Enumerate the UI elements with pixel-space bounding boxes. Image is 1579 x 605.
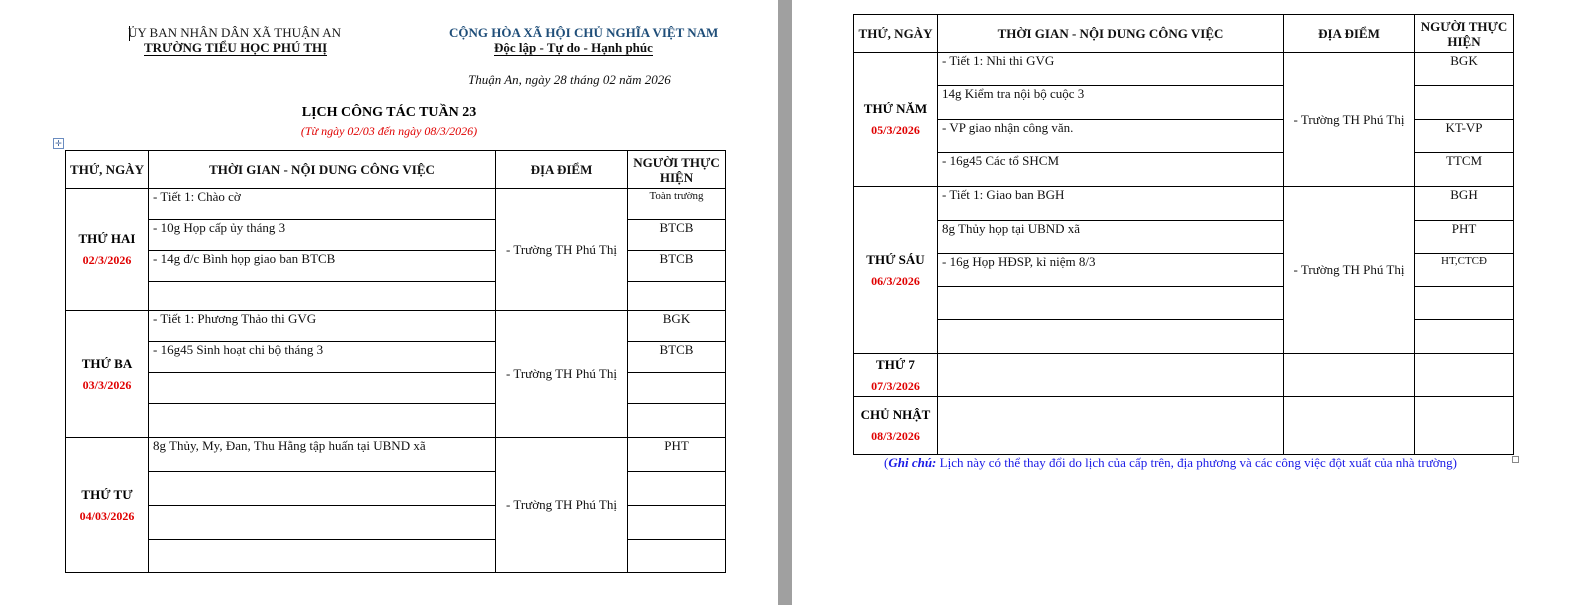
schedule-title: LỊCH CÔNG TÁC TUẦN 23 (301, 105, 477, 120)
task-cell[interactable]: 14g Kiểm tra nội bộ cuộc 3 (938, 86, 1284, 120)
person-cell[interactable]: BGK (1415, 53, 1514, 86)
table-header-row (854, 15, 1514, 53)
task-cell[interactable]: 8g Thủy họp tại UBND xã (938, 221, 1284, 254)
day-name: THỨ BA (81, 355, 133, 371)
task-cell[interactable]: - 16g Họp HĐSP, kỉ niệm 8/3 (938, 254, 1284, 287)
task-cell[interactable]: 8g Thủy, My, Đan, Thu Hằng tập huấn tại UBND xã (149, 438, 496, 472)
day-name: THỨ TƯ (81, 486, 133, 502)
day-date: 06/3/2026 (871, 273, 920, 288)
day-cell (854, 354, 938, 397)
day-name: THỨ 7 (876, 356, 915, 372)
day-date: 03/3/2026 (82, 377, 132, 392)
task-cell[interactable] (938, 397, 1284, 455)
task-cell[interactable]: - Tiết 1: Nhi thi GVG (938, 53, 1284, 86)
task-cell[interactable]: - 16g45 Các tổ SHCM (938, 153, 1284, 187)
person-cell[interactable]: BTCB (628, 220, 726, 251)
task-cell[interactable]: - VP giao nhận công văn. (938, 120, 1284, 153)
task-cell[interactable] (149, 540, 496, 573)
task-cell[interactable] (938, 320, 1284, 354)
nation-line-2 (494, 40, 653, 56)
person-cell[interactable] (628, 540, 726, 573)
person-cell[interactable] (1415, 320, 1514, 354)
task-cell[interactable] (149, 282, 496, 311)
table-row (854, 354, 1514, 397)
person-cell[interactable] (628, 472, 726, 506)
person-cell[interactable]: Toàn trường (628, 189, 726, 220)
task-cell[interactable]: - 14g đ/c Bình họp giao ban BTCB (149, 251, 496, 282)
table-header-row (66, 151, 726, 189)
table-row (66, 311, 726, 342)
day-cell (66, 438, 149, 573)
move-icon[interactable]: ✛ (53, 138, 64, 149)
place-cell[interactable] (1284, 397, 1415, 455)
table-row (854, 187, 1514, 221)
person-cell[interactable]: PHT (628, 438, 726, 472)
col-header-content: THỜI GIAN - NỘI DUNG CÔNG VIỆC (938, 15, 1284, 53)
place-cell[interactable]: - Trường TH Phú Thị (1284, 187, 1415, 354)
person-cell[interactable] (1415, 397, 1514, 455)
person-cell[interactable]: TTCM (1415, 153, 1514, 187)
day-date: 02/3/2026 (82, 253, 132, 267)
task-cell[interactable] (149, 373, 496, 404)
schedule-table-part-2 (853, 14, 1514, 455)
table-row (854, 221, 1514, 254)
task-cell[interactable]: - 16g45 Sinh hoạt chi bộ tháng 3 (149, 342, 496, 373)
task-cell[interactable] (938, 354, 1284, 397)
place-cell[interactable] (1284, 354, 1415, 397)
person-cell[interactable]: BGH (1415, 187, 1514, 221)
task-cell[interactable] (938, 287, 1284, 320)
col-header-content: THỜI GIAN - NỘI DUNG CÔNG VIỆC (149, 151, 496, 189)
day-cell (854, 53, 938, 187)
col-header-person: NGƯỜI THỰC HIỆN (1415, 15, 1514, 53)
person-cell[interactable] (1415, 86, 1514, 120)
note (884, 455, 1457, 471)
table-row (854, 320, 1514, 354)
table-row (854, 397, 1514, 455)
task-cell[interactable] (149, 404, 496, 438)
place-cell[interactable]: - Trường TH Phú Thị (496, 311, 628, 438)
place-cell[interactable]: - Trường TH Phú Thị (496, 189, 628, 311)
task-cell[interactable] (149, 472, 496, 506)
motto: Độc lập - Tự do - Hạnh phúc (494, 40, 653, 55)
note-label: Ghi chú: (888, 455, 937, 470)
org-name: TRƯỜNG TIỂU HỌC PHÚ THỊ (144, 40, 328, 55)
person-cell[interactable] (628, 506, 726, 540)
day-name: THỨ NĂM (863, 101, 928, 116)
place-cell[interactable]: - Trường TH Phú Thị (496, 438, 628, 573)
table-row (854, 120, 1514, 153)
day-name: CHỦ NHẬT (860, 407, 931, 422)
day-name: THỨ HAI (78, 231, 136, 246)
table-row (854, 153, 1514, 187)
col-header-person: NGƯỜI THỰC HIỆN (628, 151, 726, 189)
table-row (854, 86, 1514, 120)
day-date: 08/3/2026 (871, 429, 920, 443)
org-line-2 (144, 40, 327, 56)
col-header-place: ĐỊA ĐIỂM (496, 151, 628, 189)
note-text: Lịch này có thể thay đổi do lịch của cấp trên, địa phương và các công việc đột xuất của nhà trường) (936, 455, 1457, 470)
day-cell (854, 187, 938, 354)
task-cell[interactable]: - Tiết 1: Chào cờ (149, 189, 496, 220)
task-cell[interactable]: - Tiết 1: Phương Thảo thi GVG (149, 311, 496, 342)
person-cell[interactable]: BTCB (628, 342, 726, 373)
person-cell[interactable] (1415, 354, 1514, 397)
person-cell[interactable]: BGK (628, 311, 726, 342)
paragraph-end-icon (1512, 456, 1519, 463)
note-open-paren: ( (884, 455, 889, 470)
table-row (854, 53, 1514, 86)
schedule-table-part-1 (65, 150, 726, 573)
task-cell[interactable]: - 10g Họp cấp ủy tháng 3 (149, 220, 496, 251)
person-cell[interactable] (1415, 287, 1514, 320)
table-row (854, 287, 1514, 320)
person-cell[interactable]: BTCB (628, 251, 726, 282)
person-cell[interactable] (628, 404, 726, 438)
day-cell (854, 397, 938, 455)
day-cell (66, 311, 149, 438)
person-cell[interactable]: PHT (1415, 221, 1514, 254)
task-cell[interactable]: - Tiết 1: Giao ban BGH (938, 187, 1284, 221)
table-row (854, 254, 1514, 287)
org-line-1: ỦY BAN NHÂN DÂN XÃ THUẬN AN (128, 25, 342, 40)
table-row (66, 438, 726, 472)
person-cell[interactable] (628, 282, 726, 311)
person-cell[interactable]: KT-VP (1415, 120, 1514, 153)
person-cell[interactable] (628, 373, 726, 404)
nation-line-1: CỘNG HÒA XÃ HỘI CHỦ NGHĨA VIỆT NAM (449, 25, 719, 40)
col-header-day: THỨ, NGÀY (854, 15, 938, 53)
task-cell[interactable] (149, 506, 496, 540)
date-line: Thuận An, ngày 28 tháng 02 năm 2026 (468, 72, 671, 87)
day-cell (66, 189, 149, 311)
schedule-subtitle: (Từ ngày 02/03 đến ngày 08/3/2026) (300, 124, 478, 138)
col-header-day: THỨ, NGÀY (66, 151, 149, 189)
col-header-place: ĐỊA ĐIỂM (1284, 15, 1415, 53)
day-date: 04/03/2026 (79, 508, 135, 523)
person-cell[interactable]: HT,CTCĐ (1415, 254, 1514, 287)
day-date: 07/3/2026 (871, 378, 920, 393)
day-date: 05/3/2026 (871, 123, 920, 137)
table-row (66, 189, 726, 220)
day-name: THỨ SÁU (866, 251, 925, 267)
place-cell[interactable]: - Trường TH Phú Thị (1284, 53, 1415, 187)
